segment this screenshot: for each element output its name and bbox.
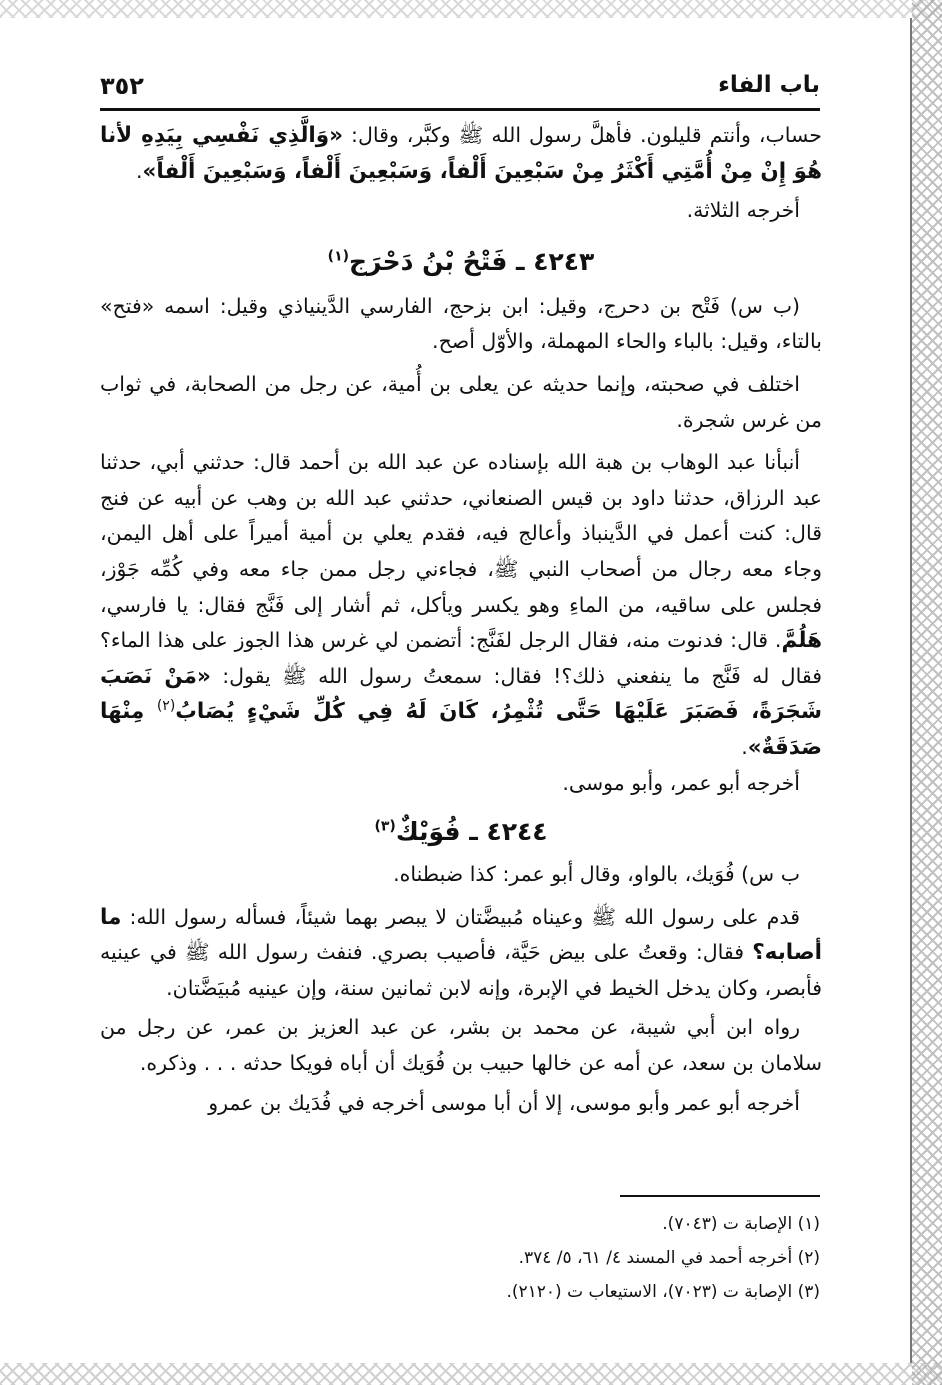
footnote-ref: (٣) [374,818,396,835]
paragraph-text: أنبأنا عبد الوهاب بن هبة الله بإسناده عن عبد الله بن أحمد قال: حدثني أبي، حدثنا عبد الرزاق، حدثنا داود بن قيس الصنعاني، حدثني عبد الله بن وهب عن أبيه عن فنج قال: كنت أعمل في الدَّينباذ وأعالج فيه، فقدم يعلي بن أمية أميراً على أهل اليمن، وجاء معه رجال من أصحاب النبي ﷺ، فجاءني رجل ممن جاء معه وفي كُمِّه جَوْز، فجلس على ساقيه، من الماءِ وهو يكسر ويأكل، ثم أشار إلى فَنَّج فقال: يا فارسي، [100,450,822,617]
paragraph-isnad [100,445,822,765]
entry-heading-4243 [100,243,822,281]
footnote-ref: (١) [327,248,350,265]
footnote-1: (١) الإصابة ت (٧٠٤٣). [662,1214,820,1234]
page-header [100,70,820,106]
entry-heading-4244 [100,813,822,851]
running-title: باب الفاء [718,72,820,98]
page-number: ٣٥٢ [100,72,144,100]
paragraph-entry-intro: (ب س) فَتْح بن دحرج، وقيل: ابن بزحج، الفارسي الدَّينياذي وقيل: اسمه «فتح» بالتاء، وقيل: بالباء والحاء المهملة، والأوّل أصح. [100,293,822,354]
paragraph-text: حساب، وأنتم قليلون. فأهلَّ رسول الله ﷺ وكبَّر، وقال: [343,123,822,147]
right-border-line [910,18,912,1363]
footnote-2: (٢) أخرجه أحمد في المسند ٤/ ٦١، ٥/ ٣٧٤. [518,1248,820,1268]
entry-title: ٤٢٤٤ ـ فُوَيْكٌ [395,817,548,847]
page-body [100,118,822,1121]
paragraph-riwaya: رواه ابن أبي شيبة، عن محمد بن بشر، عن عبد العزيز بن عمر، عن رجل من سلامان بن سعد، عن أمه عن خالها حبيب بن فُوَيك أن أباه فويكا حدثه . . . وذكره. [100,1015,822,1076]
paragraph-companionship: اختلف في صحبته، وإنما حديثه عن يعلى بن أُمية، عن رجل من الصحابة، في ثواب من غرس شجرة. [100,371,822,432]
right-ornamental-border [912,0,942,1385]
paragraph-text: قدم على رسول الله ﷺ وعيناه مُبيضَّتان لا يبصر بهما شيئاً، فسأله رسول الله: [121,904,800,929]
paragraph-entry-intro: ب س) فُوَيك، بالواو، وقال أبو عمر: كذا ضبطناه. [393,862,800,887]
paragraph-takhrij-2: أخرجه أبو عمر، وأبو موسى. [562,770,800,795]
footnotes [100,1207,820,1309]
footnote-rule [620,1195,820,1197]
header-rule [100,108,820,111]
quoted-word: هَلُمَّ [781,628,822,654]
paragraph-takhrij-1: أخرجه الثلاثة. [686,198,800,223]
paragraph-story [100,900,822,1007]
punctuation: . [136,158,143,183]
entry-title: ٤٢٤٣ ـ فَتْحُ بْنُ دَحْرَج [349,246,595,276]
paragraph-takhrij-3: أخرجه أبو عمر وأبو موسى، إلا أن أبا موسى أخرجه في فُدَيك بن عمرو [208,1090,800,1115]
hadith-quote: «مَنْ نَصَبَ شَجَرَةً، فَصَبَرَ عَلَيْهَا حَتَّى تُثْمِرُ، كَانَ لَهُ فِي كُلِّ شَيْءٍ يُصَابُ [100,663,822,725]
hadith-quote: «وَالَّذِي نَفْسِي بِيَدِهِ لأنا هُوَ إِنْ مِنْ أُمَّتِي أَكْثَرُ مِنْ سَبْعِينَ أَلْفاً، وَسَبْعِينَ أَلْفاً، وَسَبْعِينَ أَلْفاً» [100,123,822,184]
top-ornamental-border [0,0,942,18]
punctuation: . [741,734,748,759]
quoted-question: ما أصابه؟ [100,904,822,966]
footnote-ref: (٢) [156,698,176,715]
paragraph-hadith-continuation [100,118,822,189]
footnote-3: (٣) الإصابة ت (٧٠٢٣)، الاستيعاب ت (٢١٢٠). [506,1282,820,1302]
bottom-ornamental-border [0,1363,942,1385]
hadith-quote-end: مِنْهَا صَدَقَةٌ» [100,699,822,760]
paragraph-text: . قال: فدنوت منه، فقال الرجل لفَنَّج: أتضمن لي غرس هذا الجوز على هذا الماء؟ فقال له فَنَّج ما ينفعني ذلك؟! فقال: سمعتُ رسول الله ﷺ يقول: [100,628,822,688]
paragraph-text: فقال: وقعتُ على بيض حَيَّة، فأصيب بصري. فنفث رسول الله ﷺ في عينيه فأبصر، وكان يدخل الخيط في الإبرة، وإنه لابن ثمانين سنة، وإن عينيه مُبيَضَّتان. [100,940,822,1000]
